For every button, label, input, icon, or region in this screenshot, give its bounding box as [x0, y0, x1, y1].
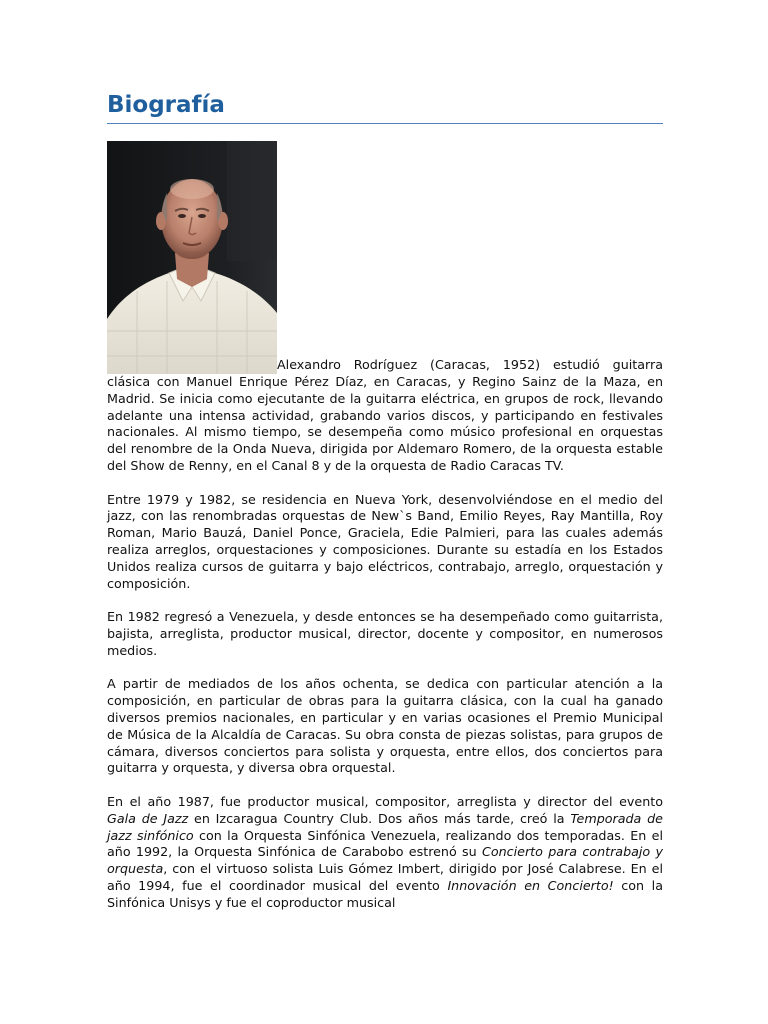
biography-body	[107, 141, 663, 912]
paragraph-4: A partir de mediados de los años ochenta, se dedica con particular atención a la composición, en particular de obras para la guitarra clásica, con la cual ha ganado diversos premios nacionales, en particular y en varias ocasiones el Premio Municipal de Música de la Alcaldía de Caracas. Su obra consta de piezas solistas, para grupos de cámara, diversos conciertos para solista y orquesta, entre ellos, dos conciertos para guitarra y orquesta, y diversa obra orquestal.	[107, 676, 663, 776]
paragraph-5-text-5: con la Sinfónica Unisys y fue el coproductor musical	[107, 877, 663, 910]
event-title-gala-de-jazz: Gala de Jazz	[107, 810, 189, 826]
document-page	[107, 88, 663, 928]
work-title-concierto-contrabajo: Concierto para contrabajo y orquesta	[107, 844, 664, 877]
paragraph-5	[107, 794, 663, 912]
paragraph-5-text-1: En el año 1987, fue productor musical, compositor, arreglista y director del evento	[107, 793, 663, 809]
paragraph-5-text-4: , con el virtuoso solista Luis Gómez Imbert, dirigido por José Calabrese. En el año 1994, fue el coordinador musical del evento	[107, 861, 663, 893]
portrait-photo	[107, 141, 277, 374]
title-underline-divider	[107, 123, 663, 124]
paragraph-5-text-3: con la Orquesta Sinfónica Venezuela, realizando dos temporadas. En el año 1992, la Orquesta Sinfónica de Carabobo estrenó su	[107, 827, 663, 860]
paragraph-2: Entre 1979 y 1982, se residencia en Nueva York, desenvolviéndose en el medio del jazz, con las renombradas orquestas de New`s Band, Emilio Reyes, Ray Mantilla, Roy Roman, Mario Bauzá, Daniel Ponce, Graciela, Edie Palmieri, para las cuales además realiza arreglos, orquestaciones y composiciones. Durante su estadía en los Estados Unidos realiza cursos de guitarra y bajo eléctricos, contrabajo, arreglo, orquestación y composición.	[107, 491, 663, 591]
paragraph-1	[107, 141, 663, 475]
paragraph-3: En 1982 regresó a Venezuela, y desde entonces se ha desempeñado como guitarrista, bajista, arreglista, productor musical, director, docente y compositor, en numerosos medios.	[107, 609, 663, 658]
event-title-innovacion: Innovación en Concierto!	[447, 877, 614, 893]
page-title: Biografía	[107, 92, 225, 118]
paragraph-1-text: Alexandro Rodríguez (Caracas, 1952) estudió guitarra clásica con Manuel Enrique Pérez Díaz, en Caracas, y Regino Sainz de la Maza, en Madrid. Se inicia como ejecutante de la guitarra eléctrica, en grupos de rock, llevando adelante una intensa actividad, grabando varios discos, y participando en festivales nacionales. Al mismo tiempo, se desempeña como músico profesional en orquestas del renombre de la Onda Nueva, dirigida por Aldemaro Romero, de la orquesta estable del Show de Renny, en el Canal 8 y de la orquesta de Radio Caracas TV.	[107, 357, 663, 473]
paragraph-5-text-2: en Izcaragua Country Club. Dos años más tarde, creó la	[188, 810, 571, 826]
event-title-temporada-jazz: Temporada de jazz sinfónico	[107, 810, 663, 843]
